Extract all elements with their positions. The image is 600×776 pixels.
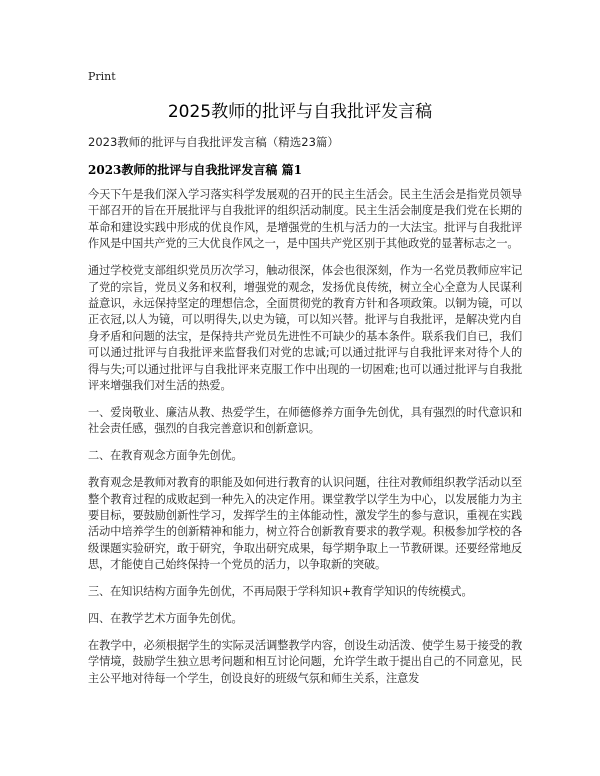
paragraph: 二、在教育观念方面争先创优。: [88, 449, 243, 463]
paragraph: 通过学校党支部组织党员历次学习，触动很深，体会也很深刻，作为一名党员教师应牢记了党的宗旨，党员义务和权利，增强党的观念，发扬优良传统，树立全心全意为人民谋利益意识，永远保持坚定的理想信念，全面贯彻党的教育方针和各项政策。以铜为镜，可以正衣冠,以人为镜，可以明得失,以史为镜，可以知兴替。批评与自我批评，是解决党内自身矛盾和问题的法宝，是保持共产党员先进性不可缺少的基本条件。联系我们自已，我们可以通过批评与自我批评来监督我们对党的忠诚;可以通过批评与自我批评来对待个人的得与失;可以通过批评与自我批评来克服工作中出现的一切困难;也可以通过批评与自我批评来增强我们对生活的热爱。: [88, 264, 522, 392]
section-heading: 2023教师的批评与自我批评发言稿 篇1: [88, 163, 302, 177]
paragraph: 今天下午是我们深入学习落实科学发展观的召开的民主生活会。民主生活会是指党员领导干部召开的旨在开展批评与自我批评的组织活动制度。民主生活会制度是我们党在长期的革命和建设实践中形成的优良作风，是增强党的生机与活力的一大法宝。批评与自我批评作风是中国共产党的三大优良作风之一，是中国共产党区别于其他政党的显著标志之一。: [88, 188, 522, 251]
paragraph: 三、在知识结构方面争先创优，不再局限于学科知识+教育学知识的传统模式。: [88, 585, 473, 599]
paragraph: 四、在教学艺术方面争先创优。: [88, 611, 243, 625]
page-title: 2025教师的批评与自我批评发言稿: [167, 102, 433, 122]
document-body: [88, 187, 522, 698]
print-label: Print: [88, 70, 116, 83]
paragraph: 在教学中，必须根据学生的实际灵活调整教学内容，创设生动活泼、使学生易于接受的教学情境，鼓励学生独立思考问题和相互讨论问题，允许学生敢于提出自己的不同意见，民主公平地对待每一个学生，创设良好的班级气氛和师生关系，注意发: [88, 638, 522, 685]
paragraph: 教育观念是教师对教育的职能及如何进行教育的认识问题，往往对教师组织教学活动以至整个教育过程的成败起到一种先入的决定作用。课堂教学以学生为中心，以发展能力为主要目标，要鼓励创新性学习，发挥学生的主体能动性，激发学生的参与意识，重视在实践活动中培养学生的创新精神和能力，树立符合创新教育要求的教学观。积极参加学校的各级课题实验研究，敢于研究，争取出研究成果，每学期争取上一节教研课。还要经常地反思，才能使自己始终保持一个党员的活力，以争取新的突破。: [88, 476, 522, 572]
paragraph: 一、爱岗敬业、廉洁从教、热爱学生，在师德修养方面争先创优，具有强烈的时代意识和社会责任感，强烈的自我完善意识和创新意识。: [88, 405, 522, 436]
document-subtitle: 2023教师的批评与自我批评发言稿（精选23篇）: [88, 135, 339, 149]
